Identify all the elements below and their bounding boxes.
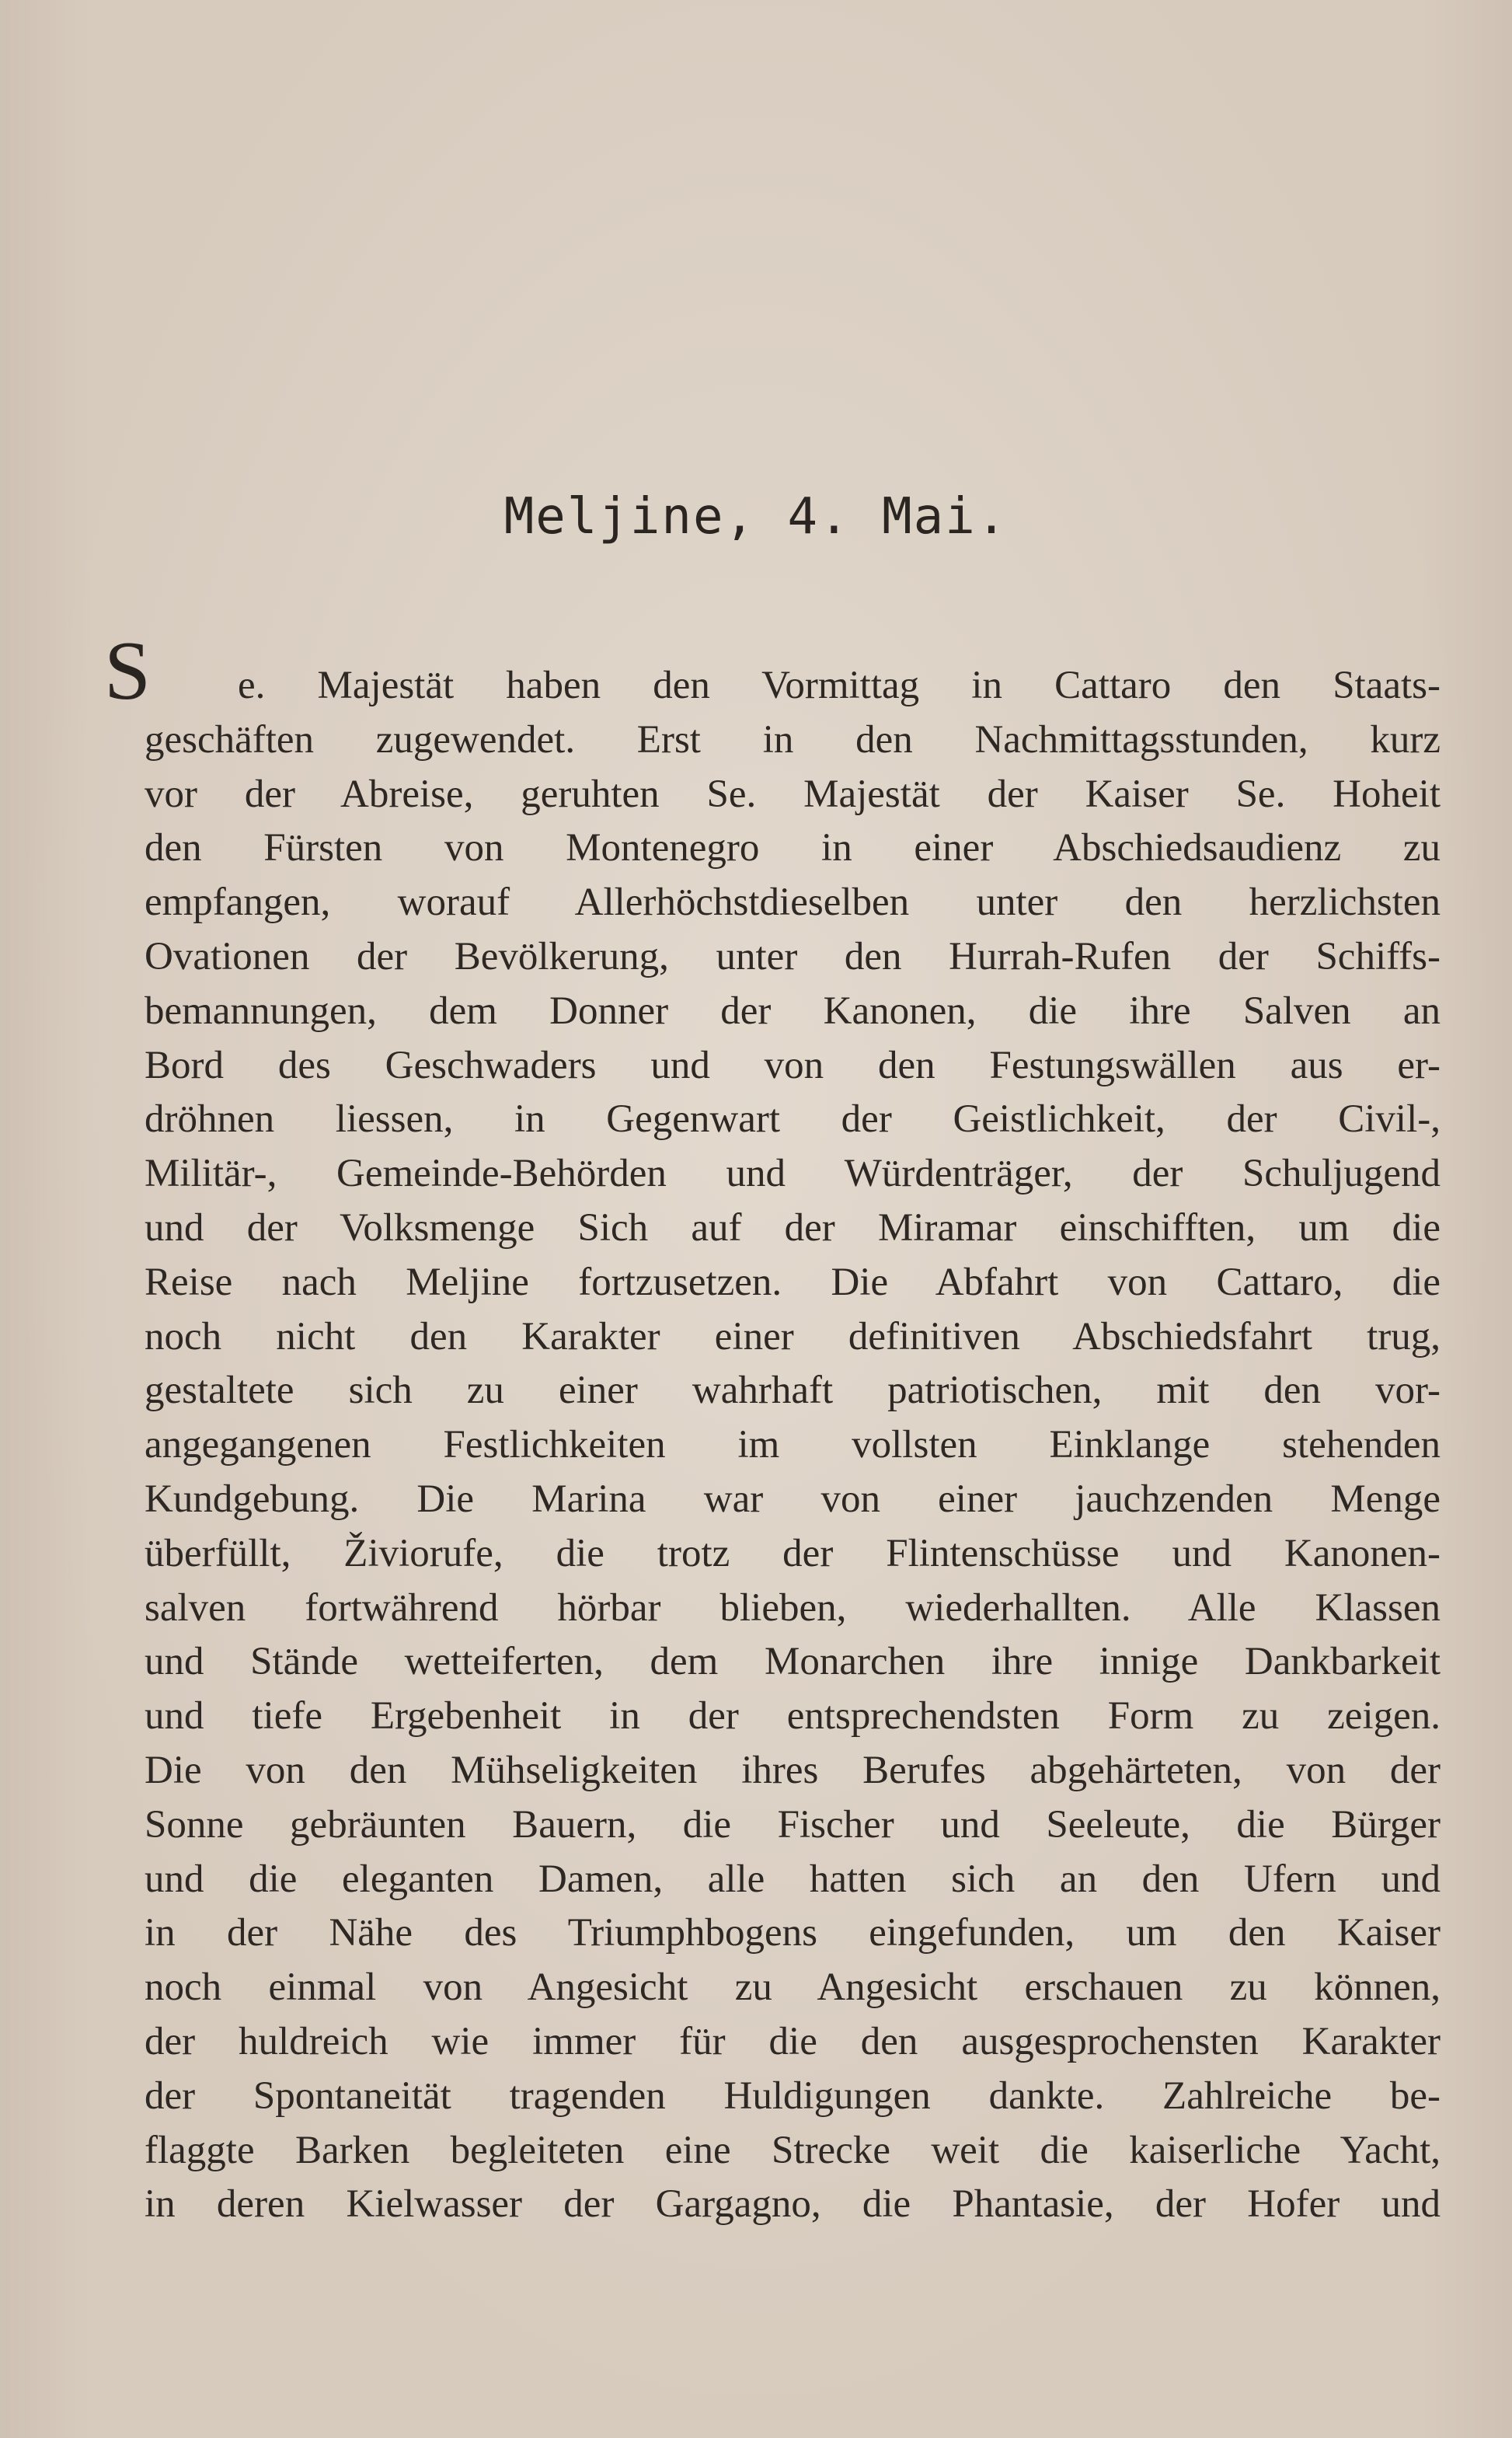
text-line: und der Volksmenge Sich auf der Miramar einschifften, um die xyxy=(145,1205,1441,1250)
text-line: dröhnen liessen, in Gegenwart der Geistlichkeit, der Civil-, xyxy=(145,1097,1441,1142)
text-line: Kundgebung. Die Marina war von einer jauchzenden Menge xyxy=(145,1477,1441,1521)
text-line: Sonne gebräunten Bauern, die Fischer und Seeleute, die Bürger xyxy=(145,1802,1441,1847)
text-line: in deren Kielwasser der Gargagno, die Phantasie, der Hofer und xyxy=(145,2182,1441,2227)
text-line: empfangen, worauf Allerhöchstdieselben unter den herzlichsten xyxy=(145,881,1441,925)
text-line: den Fürsten von Montenegro in einer Abschiedsaudienz zu xyxy=(145,826,1441,870)
text-line: angegangenen Festlichkeiten im vollsten Einklange stehenden xyxy=(145,1423,1441,1467)
text-line: e. Majestät haben den Vormittag in Cattaro den Staats- xyxy=(238,664,1441,707)
text-line: und die eleganten Damen, alle hatten sich an den Ufern und xyxy=(145,1857,1441,1901)
text-line: und tiefe Ergebenheit in der entsprechendsten Form zu zeigen. xyxy=(145,1694,1441,1739)
text-line: salven fortwährend hörbar blieben, wiederhallten. Alle Klassen xyxy=(145,1585,1441,1630)
text-line: Die von den Mühseligkeiten ihres Berufes abgehärteten, von der xyxy=(145,1748,1441,1792)
text-line: Ovationen der Bevölkerung, unter den Hurrah-Rufen der Schiffs- xyxy=(145,934,1441,978)
text-line: Militär-, Gemeinde-Behörden und Würdenträger, der Schuljugend xyxy=(145,1152,1441,1196)
text-line: bemannungen, dem Donner der Kanonen, die ihre Salven an xyxy=(145,989,1441,1033)
text-line: vor der Abreise, geruhten Se. Majestät der Kaiser Se. Hoheit xyxy=(145,772,1441,816)
text-line: in der Nähe des Triumphbogens eingefunden, um den Kaiser xyxy=(145,1911,1441,1955)
text-line: geschäften zugewendet. Erst in den Nachmittagsstunden, kurz xyxy=(145,717,1441,762)
text-line: noch einmal von Angesicht zu Angesicht erschauen zu können, xyxy=(145,1965,1441,2010)
text-line: Bord des Geschwaders und von den Festungswällen aus er- xyxy=(145,1043,1441,1087)
text-line: noch nicht den Karakter einer definitiven Abschiedsfahrt trug, xyxy=(145,1314,1441,1359)
text-line: Reise nach Meljine fortzusetzen. Die Abfahrt von Cattaro, die xyxy=(145,1260,1441,1304)
text-line: und Stände wetteiferten, dem Monarchen ihre innige Dankbarkeit xyxy=(145,1640,1441,1684)
text-line: flaggte Barken begleiteten eine Strecke weit die kaiserliche Yacht, xyxy=(145,2128,1441,2172)
paragraph xyxy=(145,659,1441,2232)
drop-cap: S xyxy=(104,625,152,717)
text-line: gestaltete sich zu einer wahrhaft patriotischen, mit den vor- xyxy=(145,1369,1441,1413)
section-heading: Meljine, 4. Mai. xyxy=(503,488,1009,546)
text-line: überfüllt, Živiorufe, die trotz der Flintenschüsse und Kanonen- xyxy=(145,1531,1441,1575)
text-line: der Spontaneität tragenden Huldigungen dankte. Zahlreiche be- xyxy=(145,2074,1441,2118)
text-line: der huldreich wie immer für die den ausgesprochensten Karakter xyxy=(145,2019,1441,2063)
